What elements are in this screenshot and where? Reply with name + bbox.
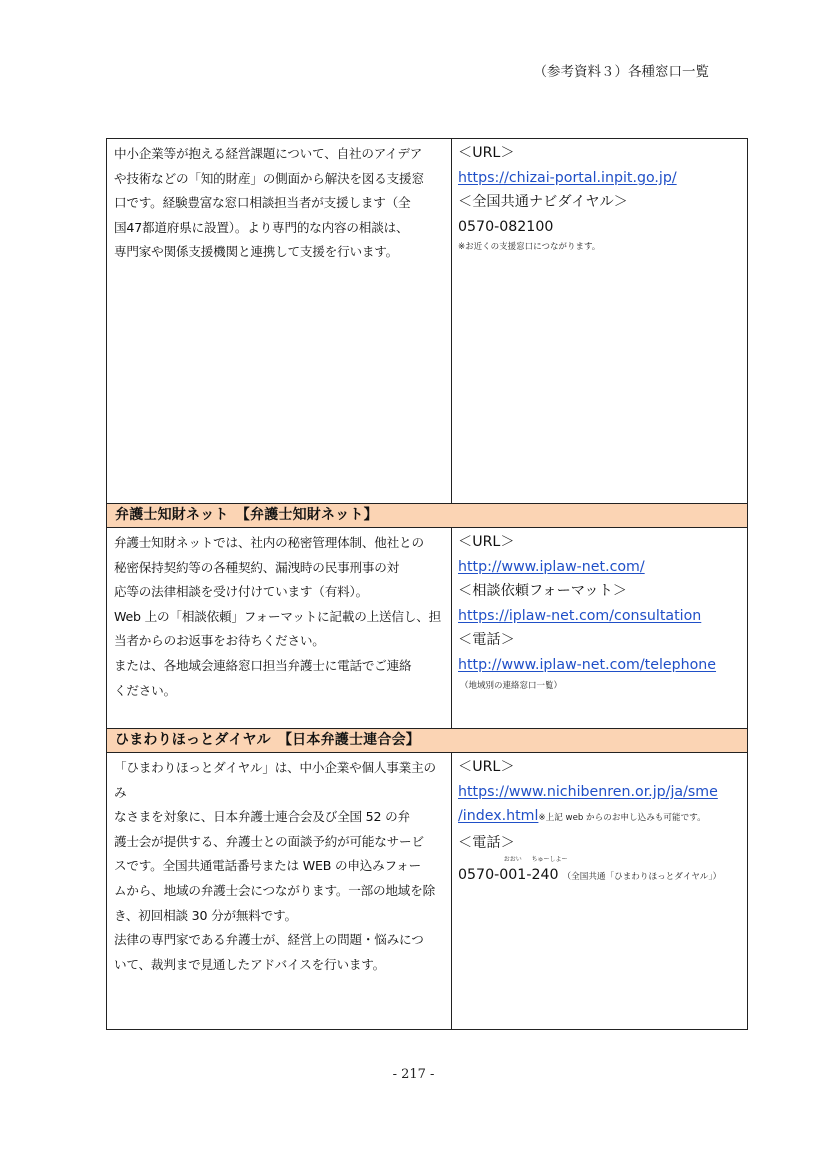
telephone-note: （地域別の連絡窓口一覧） xyxy=(460,680,563,691)
dial-number: 0570-082100 xyxy=(458,218,554,235)
text-line: スです。全国共通電話番号または WEB の申込みフォー xyxy=(114,858,422,874)
table-row-iplaw xyxy=(107,528,748,729)
text-line: ムから、地域の弁護士会につながります。一部の地域を除 xyxy=(114,882,435,898)
text-line: 弁護士知財ネットでは、社内の秘密管理体制、他社との xyxy=(114,535,424,550)
iplaw-consultation-link[interactable]: https://iplaw-net.com/consultation xyxy=(458,607,702,624)
description-cell xyxy=(107,139,452,504)
chizai-description xyxy=(107,139,451,265)
text-line: や技術などの「知的財産」の側面から解決を図る支援窓 xyxy=(114,170,424,186)
section-header-himawari xyxy=(107,729,748,753)
phone-note: （全国共通「ひまわりほっとダイヤル」） xyxy=(562,872,722,883)
table-row-himawari xyxy=(107,753,748,1030)
himawari-contact xyxy=(452,753,747,890)
nichibenren-link-line1[interactable]: https://www.nichibenren.or.jp/ja/sme xyxy=(458,783,718,800)
text-line: 法律の専門家である弁護士が、経営上の問題・悩みにつ xyxy=(114,932,424,948)
text-line: 中小企業等が抱える経営課題について、自社のアイデア xyxy=(114,146,423,161)
text-line: 当者からのお返事をお待ちください。 xyxy=(114,633,325,649)
dial-label: ＜全国共通ナビダイヤル＞ xyxy=(458,194,628,211)
format-label: ＜相談依頼フォーマット＞ xyxy=(458,583,627,600)
web-application-note: ※上記 web からのお申し込みも可能です。 xyxy=(538,813,706,824)
himawari-description xyxy=(107,753,451,977)
text-line: 護士会が提供する、弁護士との面談予約が可能なサービ xyxy=(114,833,424,849)
himawari-phone xyxy=(458,856,741,890)
tel-part: - xyxy=(526,867,532,884)
tel-label: ＜電話＞ xyxy=(458,834,515,851)
url-label: ＜URL＞ xyxy=(458,759,515,775)
table-row-chizai xyxy=(107,139,748,504)
tel-ruby-group xyxy=(531,856,568,888)
page-header: （参考資料３）各種窓口一覧 xyxy=(533,64,709,80)
iplaw-description xyxy=(107,528,451,703)
text-line: 「ひまわりほっとダイヤル」は、中小企業や個人事業主のみ xyxy=(114,760,436,800)
url-label: ＜URL＞ xyxy=(458,145,515,161)
tel-part: 240 xyxy=(531,867,559,884)
tel-label: ＜電話＞ xyxy=(458,632,515,649)
nichibenren-link-line2[interactable]: /index.html xyxy=(458,808,539,825)
chizai-portal-link[interactable]: https://chizai-portal.inpit.go.jp/ xyxy=(458,169,677,186)
iplaw-telephone-link[interactable]: http://www.iplaw-net.com/telephone xyxy=(458,656,717,673)
section-title: 弁護士知財ネット 【弁護士知財ネット】 xyxy=(107,504,748,528)
text-line: ください。 xyxy=(114,682,176,698)
ruby-text: おおい xyxy=(503,856,522,864)
text-line: 専門家や関係支援機関と連携して支援を行います。 xyxy=(114,244,399,260)
tel-part: 001 xyxy=(499,867,527,884)
description-cell xyxy=(107,528,452,729)
chizai-contact xyxy=(452,139,747,255)
page-number: - 217 - xyxy=(392,1067,435,1082)
text-line: 秘密保持契約等の各種契約、漏洩時の民事刑事の対 xyxy=(114,559,400,575)
contact-table xyxy=(106,138,748,1030)
iplaw-home-link[interactable]: http://www.iplaw-net.com/ xyxy=(458,558,645,575)
section-header-iplaw xyxy=(107,504,748,528)
text-line: いて、裁判まで見通したアドバイスを行います。 xyxy=(114,956,386,972)
text-line: 国47都道府県に設置）。より専門的な内容の相談は、 xyxy=(114,219,409,235)
text-line: Web 上の「相談依頼」フォーマットに記載の上送信し、担 xyxy=(114,608,441,624)
contact-cell xyxy=(452,139,748,504)
text-line: き、初回相談 30 分が無料です。 xyxy=(114,907,297,923)
contact-cell xyxy=(452,753,748,1030)
description-cell xyxy=(107,753,452,1030)
dial-note: ※お近くの支援窓口につながります。 xyxy=(458,242,601,253)
ruby-text: ちゅーしよー xyxy=(531,856,568,864)
tel-ruby-group xyxy=(499,856,527,888)
contact-cell xyxy=(452,528,748,729)
text-line: なさまを対象に、日本弁護士連合会及び全国 52 の弁 xyxy=(114,809,410,825)
text-line: 口です。経験豊富な窓口相談担当者が支援します（全 xyxy=(114,195,411,211)
text-line: 応等の法律相談を受け付けています（有料）。 xyxy=(114,584,368,600)
section-title: ひまわりほっとダイヤル 【日本弁護士連合会】 xyxy=(107,729,748,753)
text-line: または、各地域会連絡窓口担当弁護士に電話でご連絡 xyxy=(114,657,412,673)
iplaw-contact xyxy=(452,528,747,694)
tel-part: 0570- xyxy=(458,867,500,884)
url-label: ＜URL＞ xyxy=(458,534,515,550)
